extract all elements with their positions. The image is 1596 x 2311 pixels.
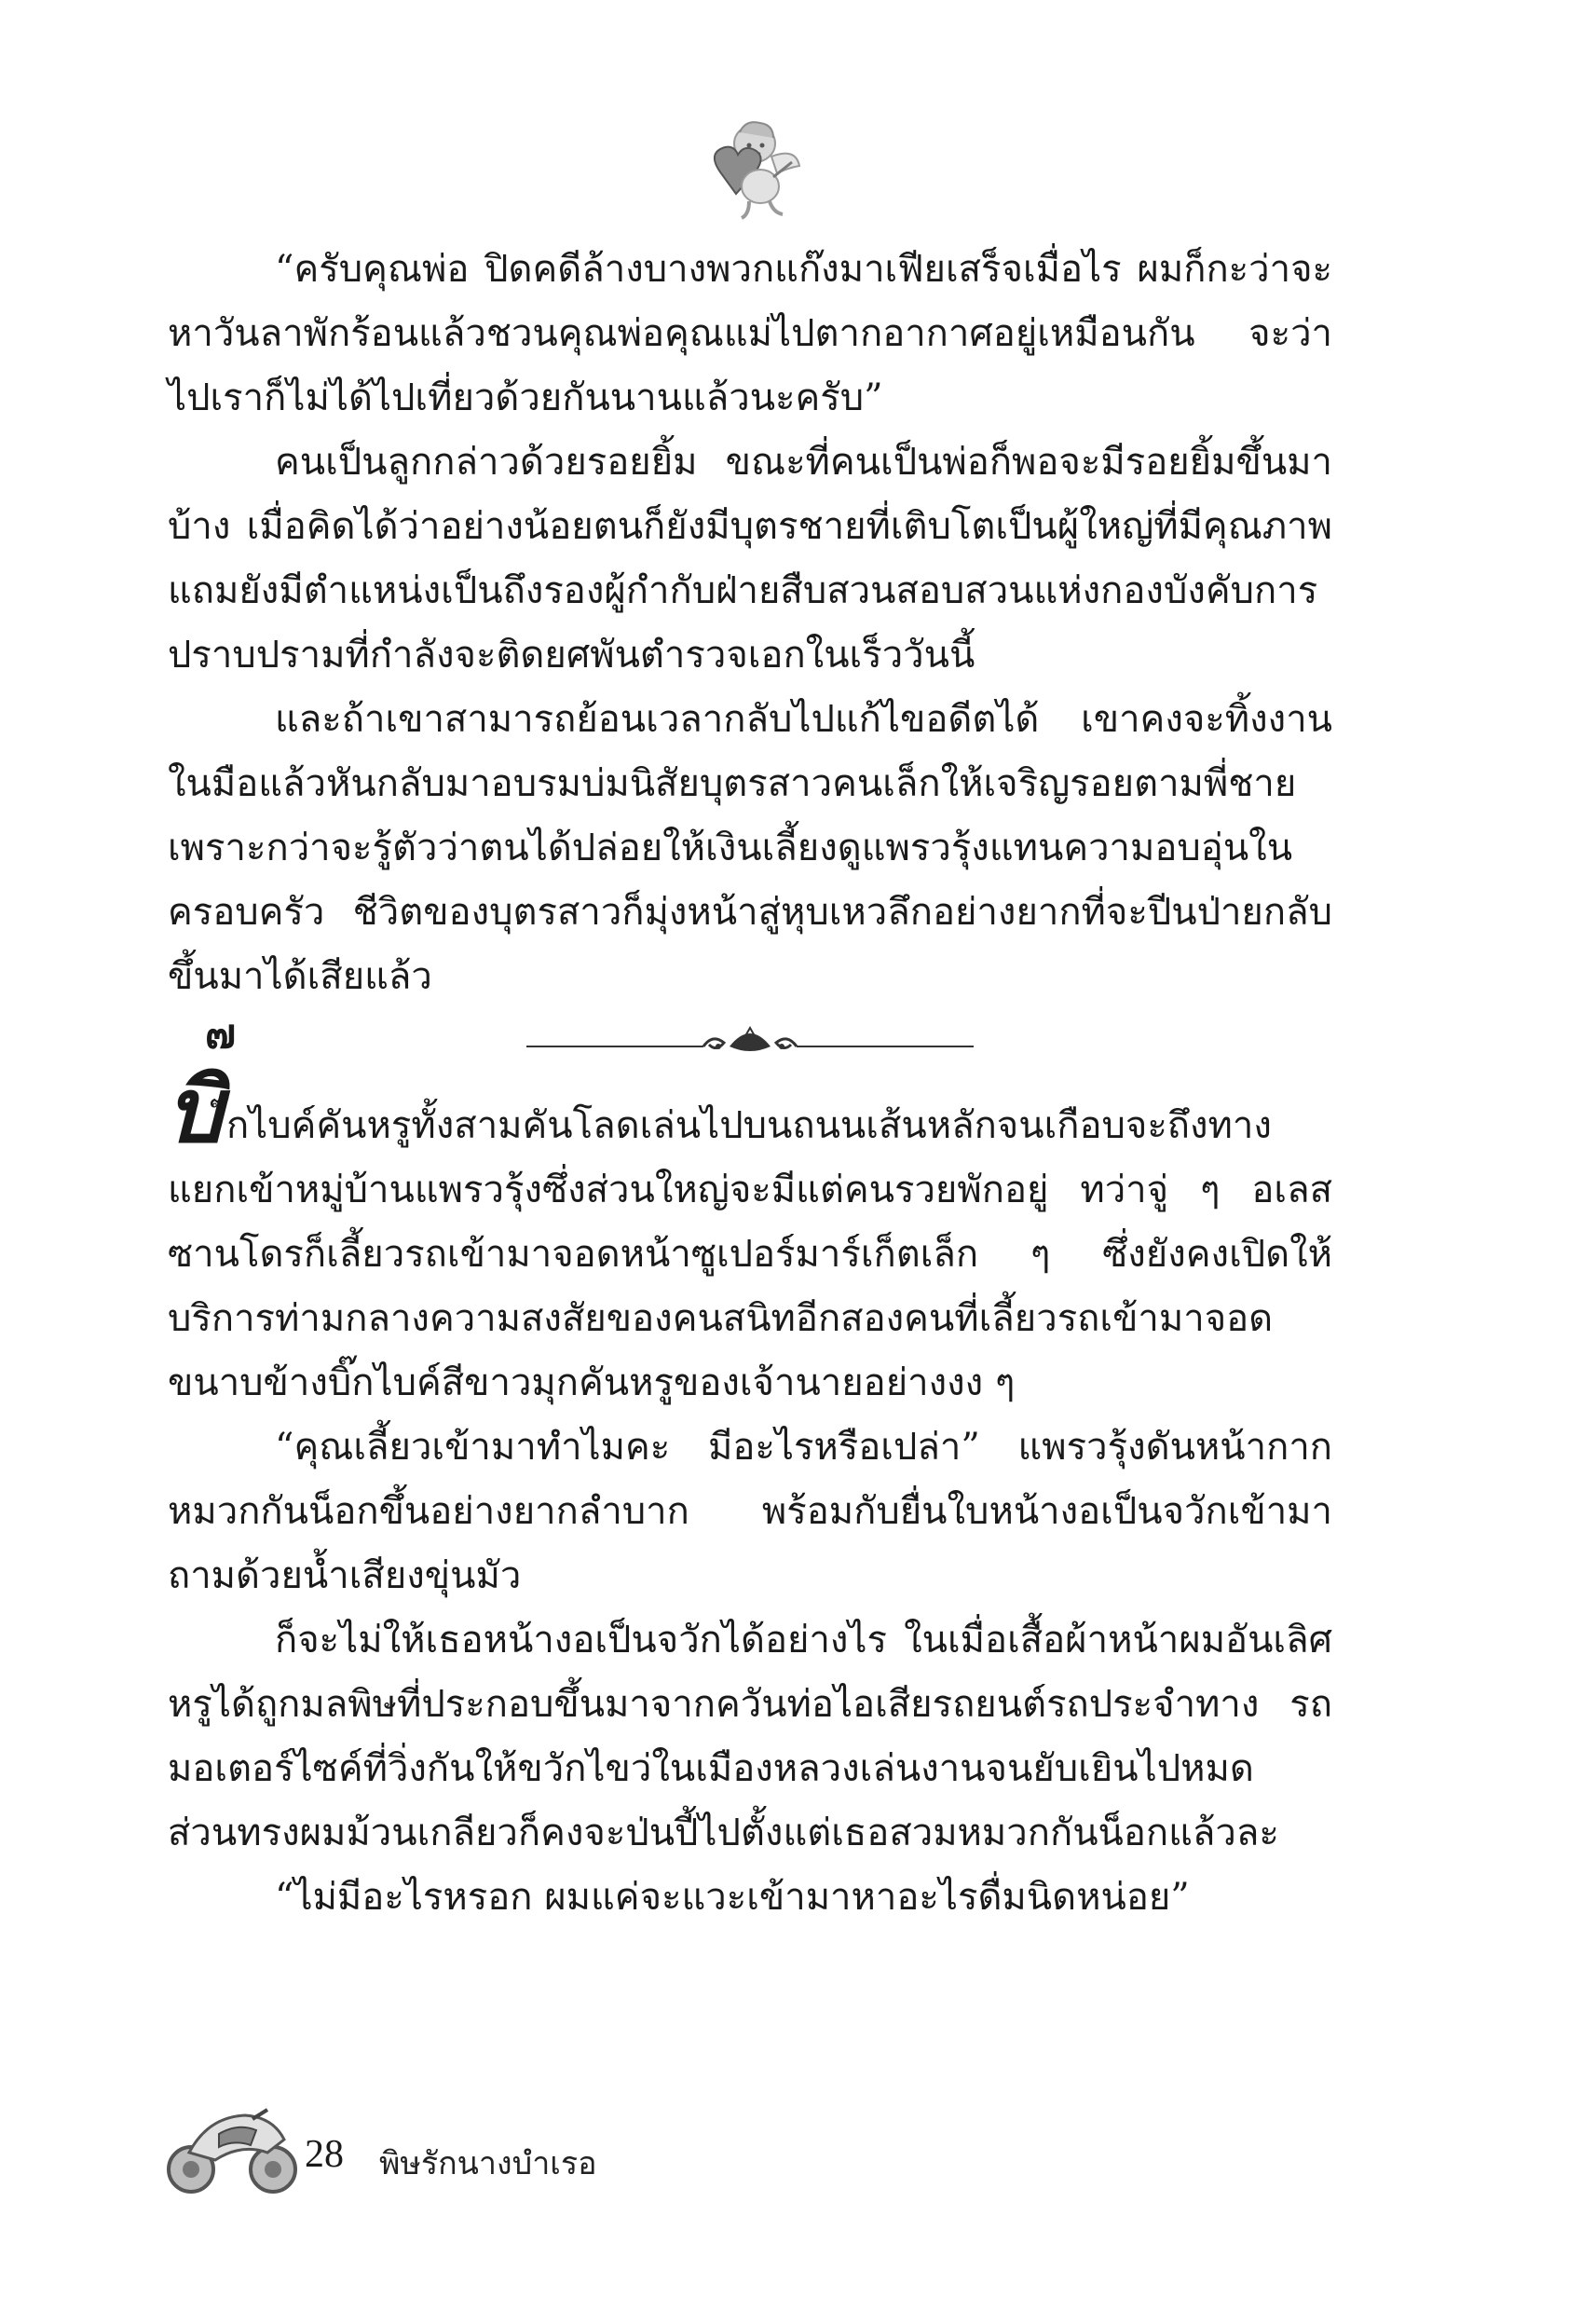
paragraph-5: “คุณเลี้ยวเข้ามาทำไมคะ มีอะไรหรือเปล่า” แพรวรุ้งดันหน้ากากหมวกกันน็อกขึ้นอย่างยากลำบาก พร้อมกับยื่นใบหน้างอเป็นจวักเข้ามาถามด้วยน้ำเสียงขุ่นมัว [168,1426,1332,1597]
paragraph-7: “ไม่มีอะไรหรอก ผมแค่จะแวะเข้ามาหาอะไรดื่มนิดหน่อย” [275,1876,1190,1919]
page-footer [163,2097,815,2199]
cupid-heart-icon [693,112,805,224]
page-number: 28 [305,2133,344,2176]
section-divider [168,1009,1332,1082]
paragraph-3: และถ้าเขาสามารถย้อนเวลากลับไปแก้ไขอดีตได้ เขาคงจะทิ้งงานในมือแล้วหันกลับมาอบรมบ่มนิสัยบุตรสาวคนเล็กให้เจริญรอยตามพี่ชาย เพราะกว่าจะรู้ตัวว่าตนได้ปล่อยให้เงินเลี้ยงดูแพรวรุ้งแทนความอบอุ่นในครอบครัว ชีวิตของบุตรสาวก็มุ่งหน้าสู่หุบเหวลึกอย่างยากที่จะปีนป่ายกลับขึ้นมาได้เสียแล้ว [168,698,1332,998]
paragraph-4 [166,1058,1332,1415]
section-number: ๗ [205,1010,237,1058]
book-title: พิษรักนางบำเรอ [379,2146,597,2181]
paragraph-6: ก็จะไม่ให้เธอหน้างอเป็นจวักได้อย่างไร ในเมื่อเสื้อผ้าหน้าผมอันเลิศหรูได้ถูกมลพิษที่ประกอบขึ้นมาจากควันท่อไอเสียรถยนต์รถประจำทาง รถมอเตอร์ไซค์ที่วิ่งกันให้ขวักไขว่ในเมืองหลวงเล่นงานจนยับเยินไปหมด ส่วนทรงผมม้วนเกลียวก็คงจะป่นปี้ไปตั้งแต่เธอสวมหมวกกันน็อกแล้วละ [168,1619,1332,1854]
paragraph-1: “ครับคุณพ่อ ปิดคดีล้างบางพวกแก๊งมาเฟียเสร็จเมื่อไร ผมก็กะว่าจะหาวันลาพักร้อนแล้วชวนคุณพ่อคุณแม่ไปตากอากาศอยู่เหมือนกัน จะว่าไปเราก็ไม่ได้ไปเที่ยวด้วยกันนานแล้วนะครับ” [168,248,1332,419]
body-text [168,238,1332,1930]
paragraph-4-text: ๊กไบค์คันหรูทั้งสามคันโลดเล่นไปบนถนนเส้นหลักจนเกือบจะถึงทางแยกเข้าหมู่บ้านแพรวรุ้งซึ่งส่วนใหญ่จะมีแต่คนรวยพักอยู่ ทว่าจู่ ๆ อเลสซานโดรก็เลี้ยวรถเข้ามาจอดหน้าซูเปอร์มาร์เก็ตเล็ก ๆ ซึ่งยังคงเปิดให้บริการท่ามกลางความสงสัยของคนสนิทอีกสองคนที่เลี้ยวรถเข้ามาจอดขนาบข้างบิ๊กไบค์สีขาวมุกคันหรูของเจ้านายอย่างงง ๆ [168,1104,1332,1404]
scroll-ornament-icon [508,1009,992,1082]
drop-cap: บิ [166,1058,223,1163]
paragraph-2: คนเป็นลูกกล่าวด้วยรอยยิ้ม ขณะที่คนเป็นพ่อก็พอจะมีรอยยิ้มขึ้นมาบ้าง เมื่อคิดได้ว่าอย่างน้อยตนก็ยังมีบุตรชายที่เติบโตเป็นผู้ใหญ่ที่มีคุณภาพ แถมยังมีตำแหน่งเป็นถึงรองผู้กำกับฝ่ายสืบสวนสอบสวนแห่งกองบังคับการปราบปรามที่กำลังจะติดยศพันตำรวจเอกในเร็ววันนี้ [168,441,1332,677]
motorcycle-icon [163,2097,303,2199]
